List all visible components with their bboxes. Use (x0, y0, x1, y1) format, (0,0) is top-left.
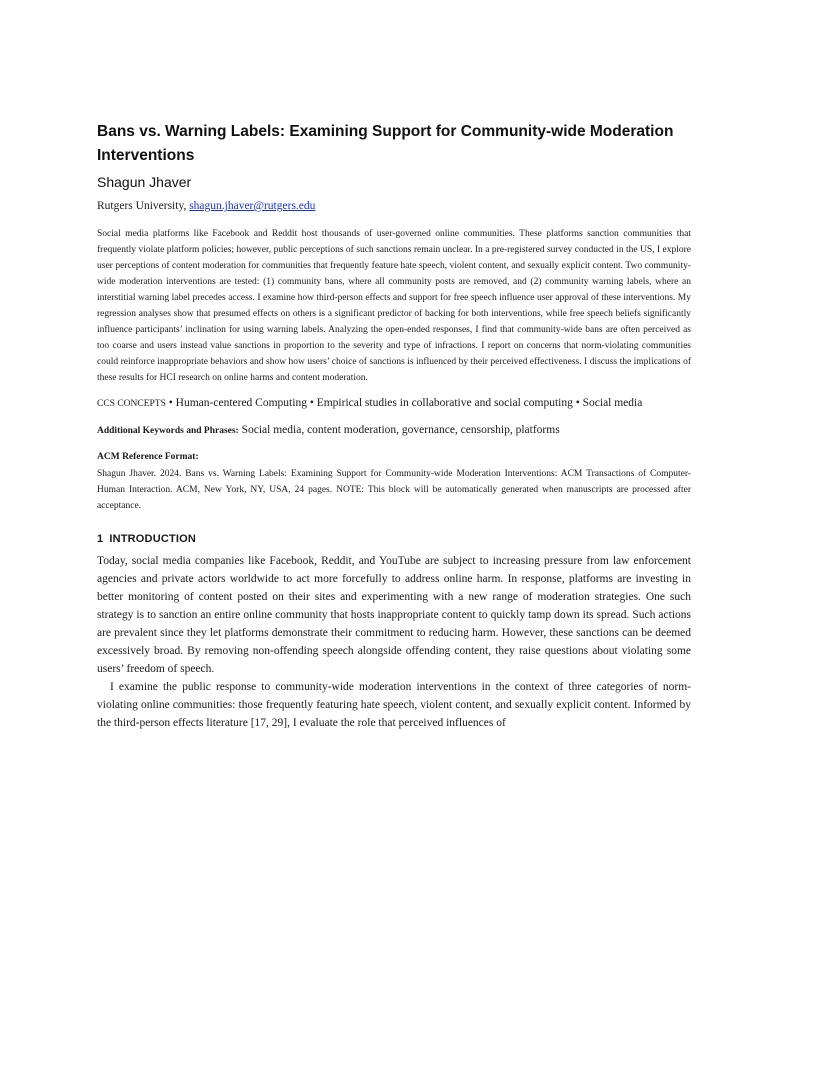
reference-format-text: Shagun Jhaver. 2024. Bans vs. Warning Labels: Examining Support for Community-wide Moderation Interventions: ACM Transactions of Computer-Human Interaction. ACM, New York, NY, USA, 24 pages. NOTE: This block will be automatically generated when manuscripts are processed after acceptance. (97, 469, 691, 511)
email-link[interactable]: shagun.jhaver@rutgers.edu (189, 200, 316, 212)
paper-page (97, 120, 691, 732)
keywords (97, 422, 691, 439)
affiliation-text: Rutgers University, (97, 200, 190, 212)
ccs-concepts (97, 395, 691, 412)
author-name: Shagun Jhaver (97, 174, 192, 190)
reference-format-heading: ACM Reference Format: (97, 452, 199, 462)
paper-title: Bans vs. Warning Labels: Examining Support for Community-wide Moderation Interventions (97, 123, 674, 164)
section-heading (97, 532, 691, 546)
keywords-text: Social media, content moderation, governance, censorship, platforms (238, 424, 560, 436)
intro-paragraph-1: Today, social media companies like Facebook, Reddit, and YouTube are subject to increasing pressure from law enforcement agencies and private actors worldwide to act more forcefully to address online harm. In response, platforms are investing in better monitoring of content posted on their sites and experimenting with a new range of moderation strategies. One such strategy is to sanction an entire online community that hosts inappropriate content to quickly tamp down its spread. Such actions are prevalent since they let platforms demonstrate their commitment to reducing harm. However, these sanctions can be deemed excessively broad. By removing non-offending speech alongside offending content, they raise questions about violating some users’ freedom of speech. (97, 555, 691, 675)
keywords-label: Additional Keywords and Phrases: (97, 426, 239, 436)
ccs-text: • Human-centered Computing • Empirical studies in collaborative and social computing • Social media (165, 397, 643, 409)
affiliation (97, 199, 691, 213)
ccs-label: CCS CONCEPTS (97, 399, 166, 409)
intro-paragraph-2: I examine the public response to community-wide moderation interventions in the context of three categories of norm-violating online communities: those frequently featuring hate speech, violent content, and sexually explicit content. Informed by the third-person effects literature [17, 29], I evaluate the role that perceived influences of (97, 681, 691, 729)
section-title: INTRODUCTION (109, 533, 197, 545)
abstract: Social media platforms like Facebook and Reddit host thousands of user-governed online communities. These platforms sanction communities that frequently violate platform policies; however, public perceptions of such sanctions remain unclear. In a pre-registered survey conducted in the US, I explore user perceptions of content moderation for communities that frequently feature hate speech, violent content, and sexually explicit content. Two community-wide moderation interventions are tested: (1) community bans, where all community posts are removed, and (2) community warning labels, where an interstitial warning label precedes access. I examine how third-person effects and support for free speech influence user approval of these interventions. My regression analyses show that presumed effects on others is a significant predictor of backing for both interventions, while free speech beliefs significantly influence participants’ inclination for using warning labels. Analyzing the open-ended responses, I find that community-wide bans are often perceived as too coarse and users instead value sanctions in proportion to the severity and type of infractions. I report on concerns that norm-violating communities could reinforce inappropriate behaviors and show how users’ choice of sanctions is influenced by their perceived effectiveness. I discuss the implications of these results for HCI research on online harms and content moderation. (97, 229, 691, 383)
section-number: 1 (97, 533, 104, 545)
